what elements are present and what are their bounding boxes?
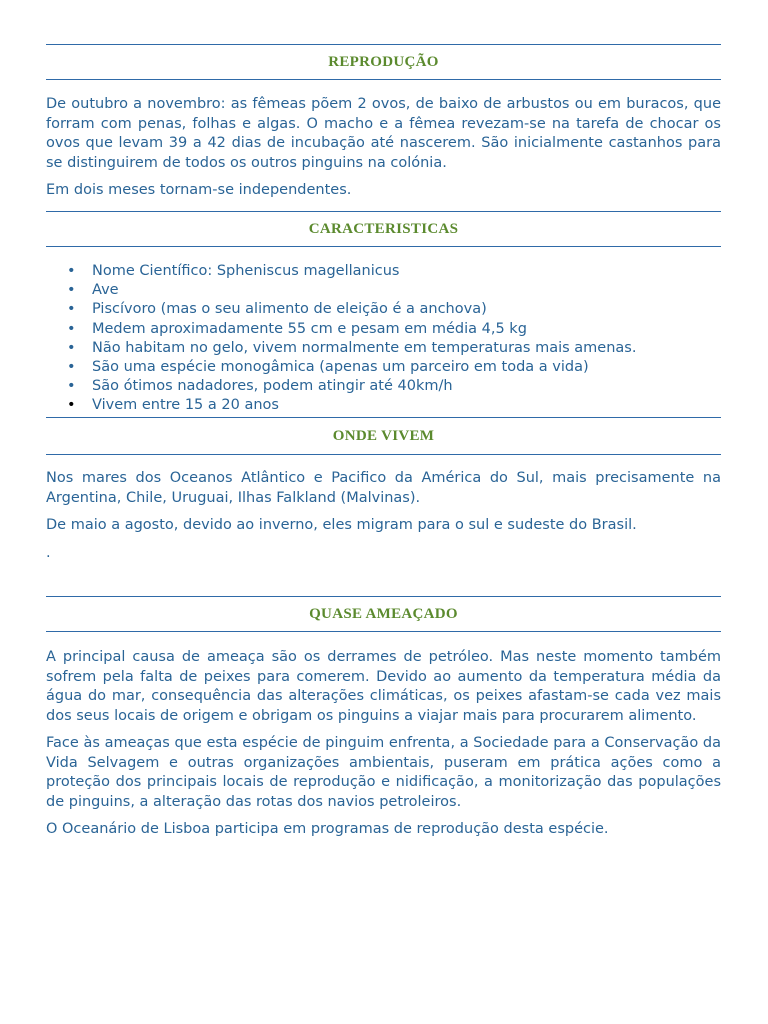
section-caracteristicas [46,211,721,416]
list-item: • Ave [92,281,721,300]
paragraph: O Oceanário de Lisboa participa em programas de reprodução desta espécie. [46,821,609,837]
section-heading: ONDE VIVEM [332,428,435,444]
section-heading: REPRODUÇÃO [328,54,439,70]
list-item: • Vivem entre 15 a 20 anos [92,396,721,415]
list-item: • São ótimos nadadores, podem atingir até 40km/h [92,377,721,396]
list-item: • Não habitam no gelo, vivem normalmente em temperaturas mais amenas. [92,339,721,358]
section-heading: QUASE AMEAÇADO [309,606,458,622]
paragraph: Em dois meses tornam-se independentes. [46,182,352,198]
section-heading: CARACTERISTICAS [308,221,459,237]
list-item: • Medem aproximadamente 55 cm e pesam em média 4,5 kg [92,320,721,339]
list-item: • São uma espécie monogâmica (apenas um parceiro em toda a vida) [92,358,721,377]
paragraph: Face às ameaças que esta espécie de pinguim enfrenta, a Sociedade para a Conservação da Vida Selvagem e outras organizações ambientais, puseram em prática ações como a proteção dos principais locais de reprodução e nidificação, a monitorização das populações de pinguins, a alteração das rotas dos navios petroleiros. [46,735,721,810]
characteristics-list [46,262,721,416]
paragraph: De maio a agosto, devido ao inverno, eles migram para o sul e sudeste do Brasil. [46,517,637,533]
section-reproducao [46,44,721,207]
paragraph: Nos mares dos Oceanos Atlântico e Pacifico da América do Sul, mais precisamente na Argentina, Chile, Uruguai, Ilhas Falkland (Malvinas). [46,470,721,506]
list-item: • Piscívoro (mas o seu alimento de eleição é a anchova) [92,300,721,319]
section-onde-vivem [46,417,721,569]
paragraph: A principal causa de ameaça são os derrames de petróleo. Mas neste momento também sofrem pela falta de peixes para comerem. Devido ao aumento da temperatura média da água do mar, consequência das alterações climáticas, os peixes afastam-se cada vez mais dos seus locais de origem e obrigam os pinguins a viajar mais para procurarem alimento. [46,649,721,724]
list-item: • Nome Científico: Spheniscus magellanicus [92,262,721,281]
section-bottom-rule [46,246,721,247]
section-quase-ameacado [46,596,721,846]
paragraph: . [46,544,51,561]
paragraph: De outubro a novembro: as fêmeas põem 2 ovos, de baixo de arbustos ou em buracos, que forram com penas, folhas e algas. O macho e a fêmea revezam-se na tarefa de chocar os ovos que levam 39 a 42 dias de incubação até nascerem. São inicialmente castanhos para se distinguirem de todos os outros pinguins na colónia. [46,96,721,171]
